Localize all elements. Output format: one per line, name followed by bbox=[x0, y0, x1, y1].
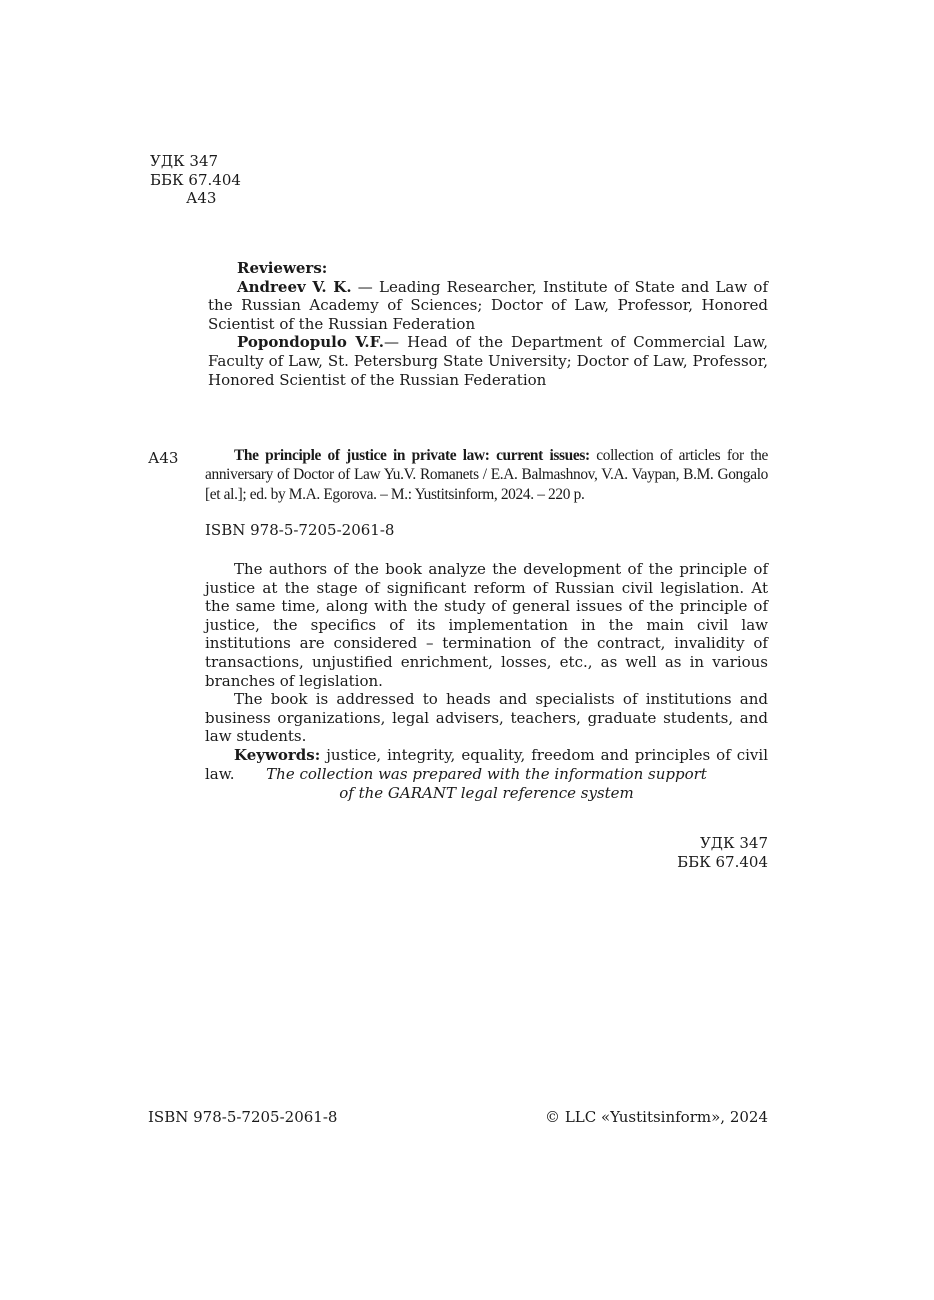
book-details: collection of articles for the anniversary of Doctor of Law Yu.V. Romanets / E.A. Balmashnov, V.A. Vaypan, B.M. Gongalo [et al.]; ed. by M.A. Egorova. – M.: Yustitsinform, 2024. – 220 p. bbox=[205, 447, 768, 503]
reviewer-description: — Leading Researcher, Institute of State and Law of the Russian Academy of Sciences; Doctor of Law, Professor, Honored Scientist of the Russian Federation bbox=[208, 277, 768, 333]
reviewer-entry bbox=[208, 278, 768, 334]
reviewer-name: Popondopulo V.F. bbox=[237, 333, 385, 352]
biblio-paragraph bbox=[205, 446, 768, 504]
reviewers-heading: Reviewers: bbox=[237, 259, 328, 277]
reviewer-name: Andreev V. K. bbox=[237, 277, 352, 296]
keywords-text: justice, integrity, equality, freedom and principles of civil law. bbox=[205, 745, 768, 783]
support-note-line-2: of the GARANT legal reference system bbox=[339, 784, 634, 803]
reviewer-description: — Head of the Department of Commercial Law, Faculty of Law, St. Petersburg State University; Doctor of Law, Professor, Honored Scientist of the Russian Federation bbox=[208, 333, 769, 389]
abstract-paragraph-2: The book is addressed to heads and specialists of institutions and business organizations, legal advisers, teachers, graduate students, and law students. bbox=[205, 690, 768, 746]
bbk-code: ББК 67.404 bbox=[150, 170, 241, 189]
abstract-paragraph-1: The authors of the book analyze the development of the principle of justice at the stage of significant reform of Russian civil legislation. At the same time, along with the study of general issues of the principle of justice, the specifics of its implementation in the main civil law institutions are considered – termination of the contract, invalidity of transactions, unjustified enrichment, losses, etc., as well as in various branches of legislation. bbox=[205, 560, 768, 690]
footer-isbn: ISBN 978-5-7205-2061-8 bbox=[148, 1108, 338, 1126]
reviewers-section bbox=[208, 259, 768, 389]
reviewer-entry bbox=[208, 333, 768, 389]
biblio-author-mark: А43 bbox=[148, 449, 179, 467]
footer-copyright: © LLC «Yustitsinform», 2024 bbox=[545, 1108, 768, 1126]
bibliographic-record bbox=[205, 446, 768, 504]
udk-code-right: УДК 347 bbox=[699, 834, 768, 852]
udk-code: УДК 347 bbox=[150, 152, 219, 170]
book-title: The principle of justice in private law: current issues: bbox=[234, 447, 590, 464]
support-note-line-1: The collection was prepared with the information support bbox=[266, 765, 707, 783]
abstract-section bbox=[205, 560, 768, 783]
classification-right bbox=[560, 834, 768, 871]
classification-block bbox=[150, 152, 241, 208]
bbk-code-right: ББК 67.404 bbox=[677, 852, 768, 871]
isbn-line: ISBN 978-5-7205-2061-8 bbox=[205, 521, 395, 539]
support-note bbox=[205, 765, 768, 803]
author-mark: А43 bbox=[186, 189, 217, 207]
keywords-label: Keywords: bbox=[234, 745, 321, 764]
